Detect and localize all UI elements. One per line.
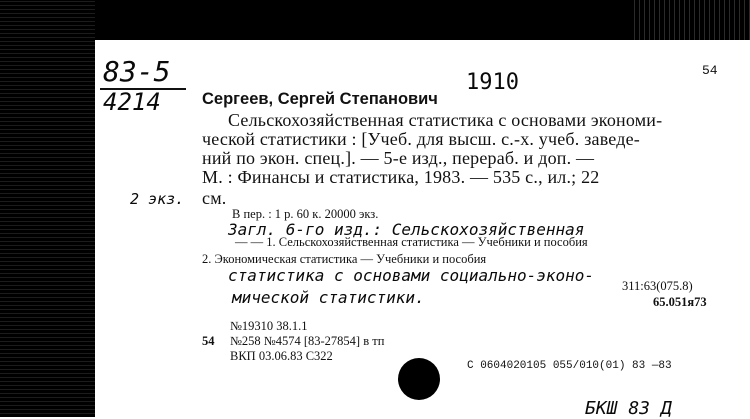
subject-heading-2: 2. Экономическая статистика — Учебники и пособия [202, 252, 487, 266]
record-number-2: №258 №4574 [83-27854] в тп [230, 334, 385, 348]
shelfmark-top: 83-5 [103, 55, 171, 88]
record-number-3: ВКП 03.06.83 С322 [230, 349, 333, 363]
author-heading: Сергеев, Сергей Степанович [202, 90, 438, 108]
classification-udc: 311:63(075.8) [622, 279, 693, 293]
handwritten-cont-2: мической статистики. [232, 288, 425, 307]
bottom-handwritten-mark: БКШ 83 Д [585, 398, 672, 419]
punch-hole [398, 358, 440, 400]
corner-number: 54 [702, 63, 718, 78]
title-line-4: М. : Финансы и статистика, 1983. — 535 с., ил.; 22 [202, 167, 600, 187]
classification-bbk: 65.051я73 [653, 295, 707, 309]
shelfmark-bottom: 4214 [103, 88, 161, 116]
title-line-3: ний по экон. спец.]. — 5-е изд., перераб. и доп. — [202, 148, 595, 168]
title-line-1: Сельскохозяйственная статистика с основами экономи- [228, 110, 663, 130]
record-number-1: №19310 38.1.1 [230, 319, 308, 333]
subject-heading-1: — — 1. Сельскохозяйственная статистика — Учебники и пособия [235, 235, 588, 249]
year-annotation: 1910 [466, 70, 519, 95]
code-line: С 0604020105 055/010(01) 83 —83 [467, 360, 672, 372]
title-line-2: ческой статистики : [Учеб. для высш. с.-х. учеб. заведе- [202, 129, 640, 149]
margin-note: 2 экз. [130, 190, 185, 208]
title-line-5: см. [202, 188, 227, 208]
record-prefix: 54 [202, 334, 215, 348]
handwritten-zagl-note: Загл. 6-го изд.: Сельскохозяйственная [228, 220, 585, 239]
handwritten-cont-1: статистика с основами социально-эконо- [228, 266, 595, 285]
scan-border-left [0, 0, 95, 417]
scan-border-top-right [630, 0, 750, 40]
binding-price-line: В пер. : 1 р. 60 к. 20000 экз. [232, 207, 379, 221]
